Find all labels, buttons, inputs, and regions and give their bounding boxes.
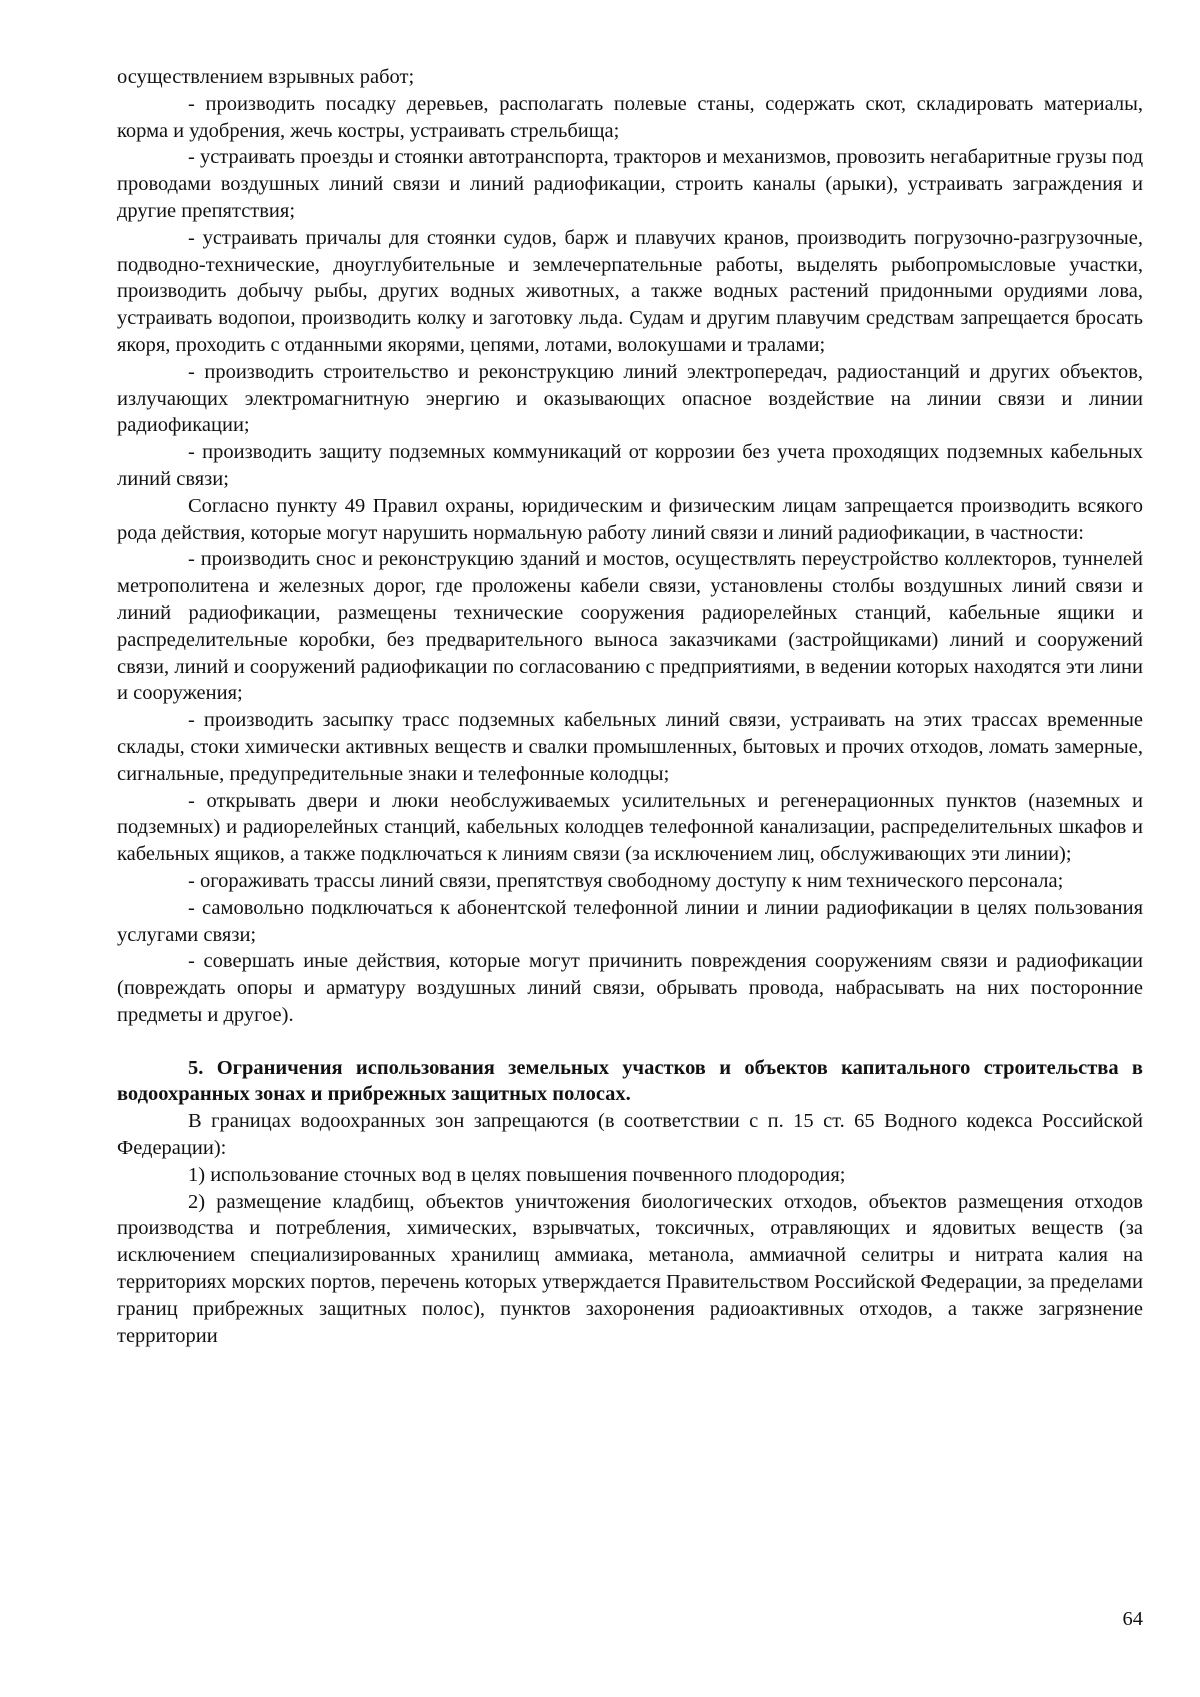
paragraph: - производить защиту подземных коммуникаций от коррозии без учета проходящих подземных кабельных линий связи; [117, 441, 1143, 490]
paragraph: В границах водоохранных зон запрещаются (в соответствии с п. 15 ст. 65 Водного кодекса Российской Федерации): [117, 1110, 1143, 1160]
paragraph: - самовольно подключаться к абонентской телефонной линии и линии радиофикации в целях пользования услугами связи; [117, 896, 1143, 946]
paragraph: - производить засыпку трасс подземных кабельных линий связи, устраивать на этих трассах временные склады, стоки химически активных веществ и свалки промышленных, бытовых и прочих отходов, ломать замерные, сигнальные, предупредительные знаки и телефонные колодцы; [117, 709, 1143, 785]
paragraph: 1) использование сточных вод в целях повышения почвенного плодородия; [188, 1163, 846, 1186]
paragraphs-after-heading [117, 1108, 1143, 1349]
paragraph: - открывать двери и люки необслуживаемых усилительных и регенерационных пунктов (наземных и подземных) и радиорелейных станций, кабельных колодцев телефонной канализации, распределительных шкафов и кабельных ящиков, а также подключаться к линиям связи (за исключением лиц, обслуживающих эти линии); [117, 789, 1143, 866]
section-heading: 5. Ограничения использования земельных участков и объектов капитального строительства в водоохранных зонах и прибрежных защитных полосах. [117, 1056, 1143, 1106]
paragraph: - огораживать трассы линий связи, препятствуя свободному доступу к ним технического персонала; [188, 869, 1064, 892]
paragraph: - производить снос и реконструкцию зданий и мостов, осуществлять переустройство коллекторов, туннелей метрополитена и железных дорог, где проложены кабели связи, установлены столбы воздушных линий связи и линий радиофикации, размещены технические сооружения радиорелейных станций, кабельные ящики и распределительные коробки, без предварительного выноса заказчиками (застройщиками) линий и сооружений связи, линий и сооружений радиофикации по согласованию с предприятиями, в ведении которых находятся эти лини и сооружения; [117, 548, 1143, 705]
paragraph: - производить строительство и реконструкцию линий электропередач, радиостанций и других объектов, излучающих электромагнитную энергию и оказывающих опасное воздействие на линии связи и линии радиофикации; [117, 360, 1143, 437]
paragraph: - совершать иные действия, которые могут причинить повреждения сооружениям связи и радиофикации (повреждать опоры и арматуру воздушных линий связи, обрывать провода, набрасывать на них посторонние предметы и другое). [117, 950, 1143, 1026]
paragraph: - производить посадку деревьев, располагать полевые станы, содержать скот, складировать материалы, корма и удобрения, жечь костры, устраивать стрельбища; [117, 92, 1143, 142]
paragraphs-before-heading [117, 64, 1143, 1029]
body-text [117, 64, 1143, 1349]
paragraph: - устраивать причалы для стоянки судов, барж и плавучих кранов, производить погрузочно-разгрузочные, подводно-технические, дноуглубительные и землечерпательные работы, выделять рыбопромысловые участки, производить добычу рыбы, других водных животных, а также водных растений придонными орудиями лова, устраивать водопои, производить колку и заготовку льда. Судам и другим плавучим средствам запрещается бросать якоря, проходить с отданными якорями, цепями, лотами, волокушами и тралами; [117, 226, 1143, 356]
paragraph: 2) размещение кладбищ, объектов уничтожения биологических отходов, объектов размещения отходов производства и потребления, химических, взрывчатых, токсичных, отравляющих и ядовитых веществ (за исключением специализированных хранилищ аммиака, метанола, аммиачной селитры и нитрата калия на территориях морских портов, перечень которых утверждается Правительством Российской Федерации, за пределами границ прибрежных защитных полос), пунктов захоронения радиоактивных отходов, а также загрязнение территории [117, 1190, 1143, 1347]
paragraph: осуществлением взрывных работ; [117, 66, 415, 88]
paragraph: - устраивать проезды и стоянки автотранспорта, тракторов и механизмов, провозить негабаритные грузы под проводами воздушных линий связи и линий радиофикации, строить каналы (арыки), устраивать заграждения и другие препятствия; [117, 146, 1143, 222]
paragraph: Согласно пункту 49 Правил охраны, юридическим и физическим лицам запрещается производить всякого рода действия, которые могут нарушить нормальную работу линий связи и линий радиофикации, в частности: [117, 494, 1143, 544]
page-number: 64 [1122, 1608, 1143, 1630]
